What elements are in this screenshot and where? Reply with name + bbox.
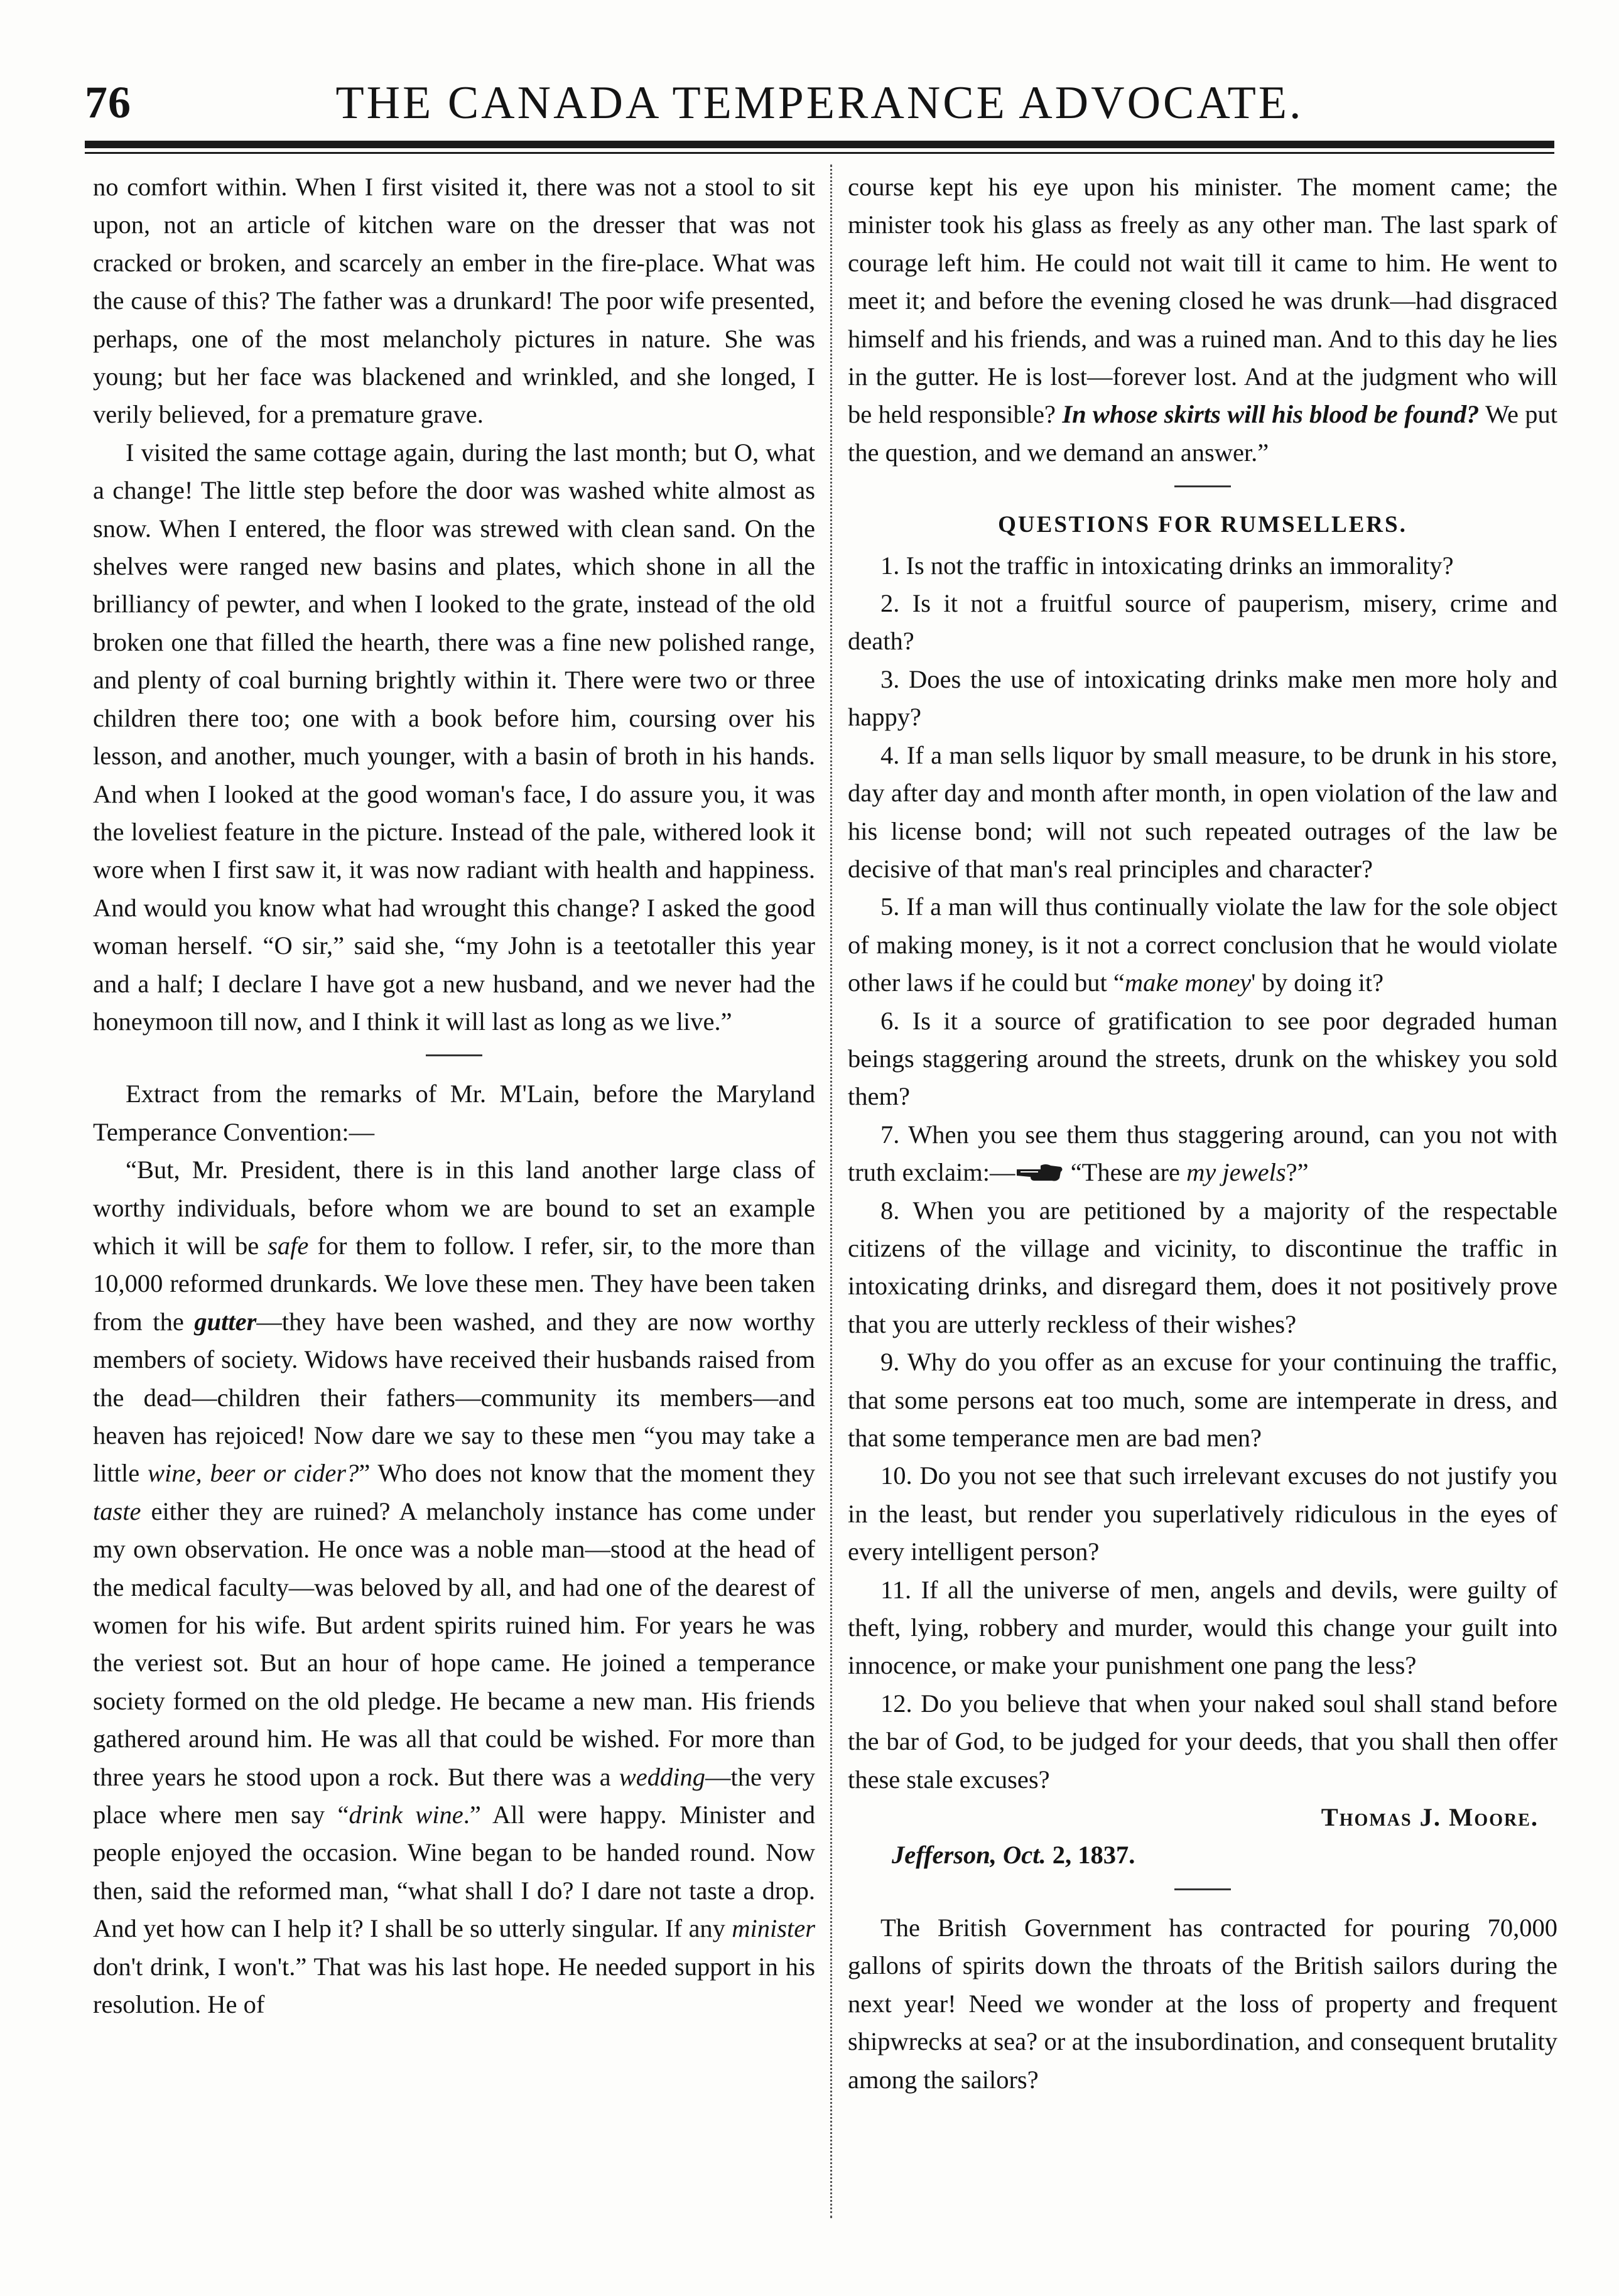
question-item: 2. Is it not a fruitful source of pauperism, misery, crime and death? xyxy=(848,589,1557,656)
dateline: Jefferson, Oct. 2, 1837. xyxy=(892,1841,1135,1870)
section-heading: QUESTIONS FOR RUMSELLERS. xyxy=(998,512,1407,538)
question-item: 1. Is not the traffic in intoxicating drinks an immorality? xyxy=(880,551,1454,580)
header-rule-thin xyxy=(85,152,1554,154)
question-item: 3. Does the use of intoxicating drinks make men more holy and happy? xyxy=(848,664,1557,732)
column-divider xyxy=(830,165,833,2218)
question-item: 12. Do you believe that when your naked soul shall stand before the bar of God, to be judged for your deeds, that you shall then offer these stale excuses? xyxy=(848,1689,1557,1794)
paragraph: I visited the same cottage again, during the last month; but O, what a change! The little step before the door was washed white almost as snow. When I entered, the floor was strewed with clean sand. On the shelves were ranged new basins and plates, which shone in all the brilliancy of pewter, and when I looked to the grate, instead of the old broken one that filled the hearth, there was a fine new polished range, and plenty of coal burning brightly within it. There were two or three children there too; one with a book before him, coursing over his lesson, and another, much younger, with a basin of broth in his hands. And when I looked at the good woman's face, I do assure you, it was the loveliest feature in the picture. Instead of the pale, withered look it wore when I first saw it, it was now radiant with health and happiness. And would you know what had wrought this change? I asked the good woman herself. “O sir,” said she, “my John is a teetotaller this year and a half; I declare I have got a new husband, and we never had the honeymoon till now, and I think it will last as long as we live.” xyxy=(93,438,815,1036)
question-item: 8. When you are petitioned by a majority of the respectable citizens of the village and vicinity, to discontinue the traffic in intoxicating drinks, and disregard them, does it not positively prove that you are utterly reckless of their wishes? xyxy=(848,1196,1557,1338)
page-header xyxy=(85,69,1554,144)
question-item: 4. If a man sells liquor by small measure, to be drunk in his store, day after day and month after month, in open violation of the law and his license bond; will not such repeated outrages of the law be decisive of that man's real principles and character? xyxy=(848,740,1557,883)
paragraph: no comfort within. When I first visited it, there was not a stool to sit upon, not an article of kitchen ware on the dresser that was not cracked or broken, and scarcely an ember in the fire-place. What was the cause of this? The father was a drunkard! The poor wife presented, perhaps, one of the most melancholy pictures in nature. She was young; but her face was blackened and wrinkled, and she longed, I verily believed, for a premature grave. xyxy=(93,173,815,429)
section-separator xyxy=(1174,1888,1231,1890)
section-separator xyxy=(1174,485,1231,487)
question-item: 11. If all the universe of men, angels and devils, were guilty of theft, lying, robbery and murder, would this change your guilt into innocence, or make your punishment one pang the less? xyxy=(848,1575,1557,1680)
question-item: 6. Is it a source of gratification to see poor degraded human beings staggering around the streets, drunk on the whiskey you sold them? xyxy=(848,1006,1557,1111)
pointing-hand-icon xyxy=(1015,1162,1064,1183)
question-item: 7. When you see them thus staggering around, can you not with truth exclaim:— “These are my jewels?” xyxy=(848,1120,1557,1187)
question-item: 9. Why do you offer as an excuse for your continuing the traffic, that some persons eat too much, some are intemperate in dress, and that some temperance men are bad men? xyxy=(848,1348,1557,1452)
journal-title: THE CANADA TEMPERANCE ADVOCATE. xyxy=(335,77,1304,129)
left-column xyxy=(93,168,815,2024)
question-item: 5. If a man will thus continually violate the law for the sole object of making money, is it not a correct conclusion that he would violate other laws if he could but “make money' by doing it? xyxy=(848,892,1557,997)
extract-intro: Extract from the remarks of Mr. M'Lain, before the Maryland Temperance Convention:— xyxy=(93,1080,815,1146)
paragraph: “But, Mr. President, there is in this land another large class of worthy individuals, before whom we are bound to set an example which it will be safe for them to follow. I refer, sir, to the more than 10,000 reformed drunkards. We love these men. They have been taken from the gutter—they have been washed, and they are now worthy members of society. Widows have received their husbands raised from the dead—children their fathers—community its members—and heaven has rejoiced! Now dare we say to these men “you may take a little wine, beer or cider?” Who does not know that the moment they taste either they are ruined? A melancholy instance has come under my own observation. He once was a noble man—stood at the head of the medical faculty—was beloved by all, and had one of the dearest of women for his wife. But ardent spirits ruined him. For years he was the veriest sot. But an hour of hope came. He joined a temperance society formed on the old pledge. He became a new man. His friends gathered around him. He was all that could be wished. For more than three years he stood upon a rock. But there was a wedding—the very place where men say “drink wine.” All were happy. Minister and people enjoyed the occasion. Wine began to be handed round. Now then, said the reformed man, “what shall I do? I dare not taste a drop. And yet how can I help it? I shall be so utterly singular. If any minister don't drink, I won't.” That was his last hope. He needed support in his resolution. He of xyxy=(93,1156,816,2019)
header-rule-thick xyxy=(85,141,1554,148)
section-separator xyxy=(426,1054,482,1056)
paragraph: course kept his eye upon his minister. The moment came; the minister took his glass as freely as any other man. The last spark of courage left him. He could not wait till it came to him. He went to meet it; and before the evening closed he was drunk—had disgraced himself and his friends, and was a ruined man. And to this day he lies in the gutter. He is lost—forever lost. And at the judgment who will be held responsible? In whose skirts will his blood be found? We put the question, and we demand an answer.” xyxy=(848,173,1557,467)
author-signature: Thomas J. Moore. xyxy=(1321,1803,1539,1832)
question-item: 10. Do you not see that such irrelevant excuses do not justify you in the least, but render you superlatively ridiculous in the eyes of every intelligent person? xyxy=(848,1461,1557,1566)
right-column xyxy=(848,168,1557,2099)
page-number: 76 xyxy=(85,77,131,127)
news-paragraph: The British Government has contracted for pouring 70,000 gallons of spirits down the throats of the British sailors during the next year! Need we wonder at the loss of property and frequent shipwrecks at sea? or at the insubordination, and consequent brutality among the sailors? xyxy=(848,1913,1557,2094)
